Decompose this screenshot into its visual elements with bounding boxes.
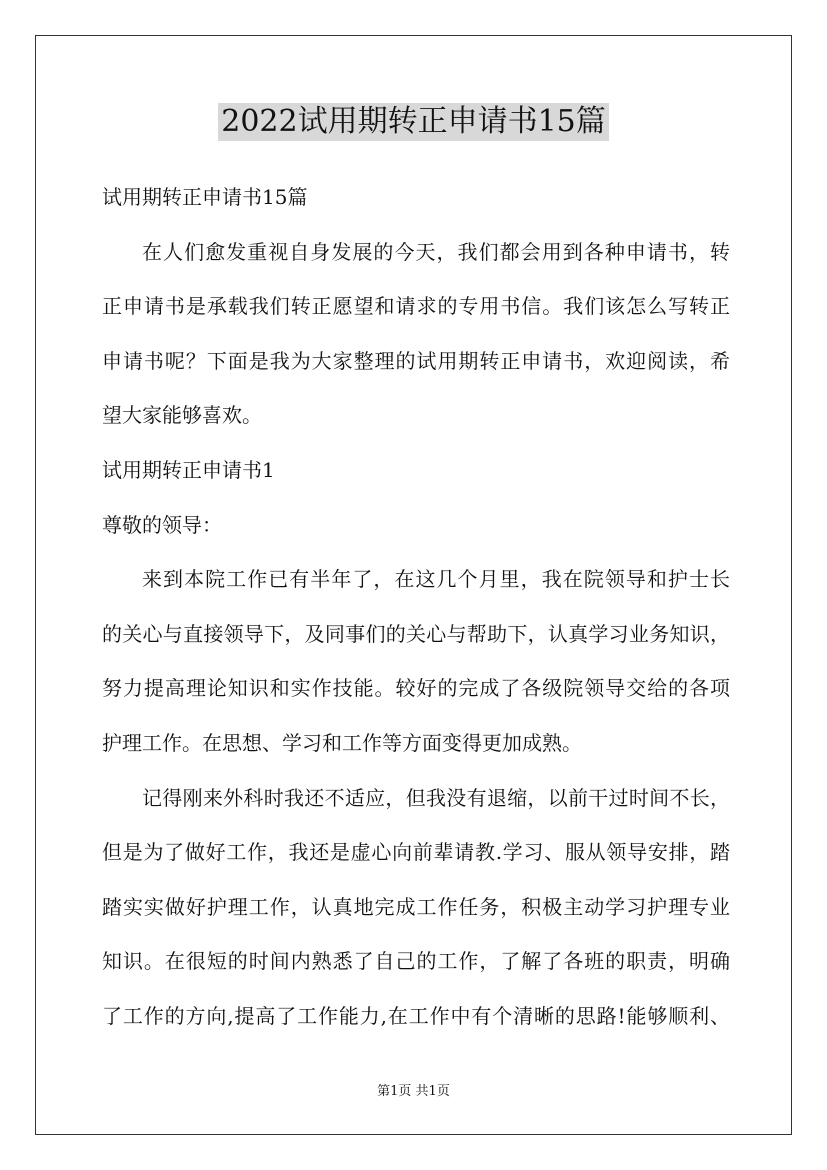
paragraph-line: 申请书呢？下面是我为大家整理的试用期转正申请书，欢迎阅读，希: [102, 348, 730, 373]
document-body: [102, 170, 730, 1044]
title-container: [0, 103, 827, 141]
section-heading: 试用期转正申请书1: [102, 457, 275, 482]
paragraph-line: 记得刚来外科时我还不适应，但我没有退缩，以前干过时间不长，: [142, 785, 730, 810]
paragraph-line: 正申请书是承载我们转正愿望和请求的专用书信。我们该怎么写转正: [102, 294, 730, 319]
paragraph-line: 知识。在很短的时间内熟悉了自己的工作，了解了各班的职责，明确: [102, 949, 730, 974]
paragraph-line: 来到本院工作已有半年了，在这几个月里，我在院领导和护士长: [142, 567, 730, 592]
paragraph-line: 踏实实做好护理工作，认真地完成工作任务，积极主动学习护理专业: [102, 894, 730, 919]
document-title: 2022试用期转正申请书15篇: [218, 103, 609, 141]
paragraph-line: 护理工作。在思想、学习和工作等方面变得更加成熟。: [102, 730, 582, 755]
paragraph-line: 的关心与直接领导下，及同事们的关心与帮助下，认真学习业务知识，: [102, 621, 730, 646]
paragraph-line: 但是为了做好工作，我还是虚心向前辈请教.学习、服从领导安排，踏: [102, 840, 730, 865]
paragraph-line: 努力提高理论知识和实作技能。较好的完成了各级院领导交给的各项: [102, 676, 730, 701]
page-footer: 第1页 共1页: [377, 1084, 450, 1099]
paragraph-line: 了工作的方向,提高了工作能力,在工作中有个清晰的思路!能够顺利、: [102, 1003, 730, 1028]
paragraph-line: 望大家能够喜欢。: [102, 403, 262, 428]
salutation-line: 尊敬的领导：: [102, 512, 222, 537]
subtitle-line: 试用期转正申请书15篇: [102, 185, 308, 209]
paragraph-line: 在人们愈发重视自身发展的今天，我们都会用到各种申请书，转: [142, 239, 730, 264]
